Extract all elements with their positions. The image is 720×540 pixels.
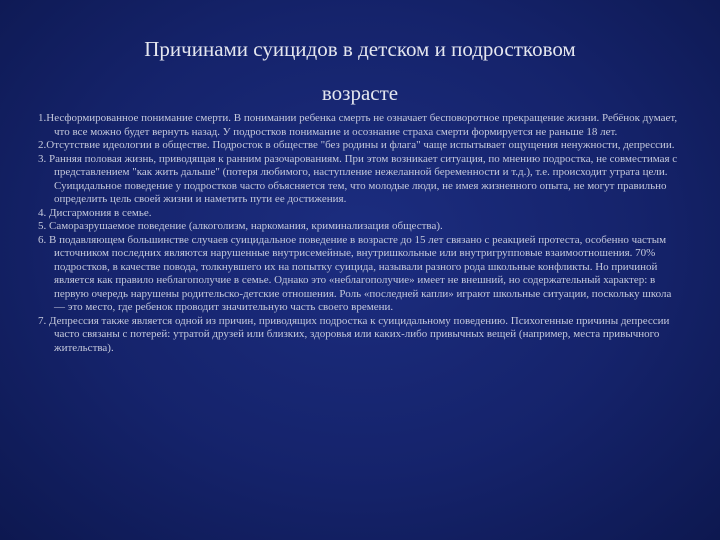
list-item: 3. Ранняя половая жизнь, приводящая к ранним разочарованиям. При этом возникает ситуация, по мнению подростка, не совместимая с представлением "как жить дальше" (потеря любимого, наступление нежеланной беременности и т.д.), т.е. происходит утрата цели. Суицидальное поведение у подростков часто объясняется тем, что молодые люди, не имея жизненного опыта, не могут правильно определить цель своей жизни и наметить пути ее достижения. [38,152,678,205]
list-item: 1.Несформированное понимание смерти. В понимании ребенка смерть не означает бесповоротное прекращение жизни. Ребёнок думает, что все можно будет вернуть назад. У подростков понимание и осознание страха смерти формируется не раньше 18 лет. [38,112,678,138]
slide-body [38,112,684,355]
list-item: 2.Отсутствие идеологии в обществе. Подросток в обществе "без родины и флага" чаще испытывает ощущения ненужности, депрессии. [38,139,675,151]
slide-title-line-2: возрасте [321,81,399,105]
list-item: 5. Саморазрушаемое поведение (алкоголизм, наркомания, криминализация общества). [38,220,443,232]
slide-title [40,30,680,112]
list-item: 6. В подавляющем большинстве случаев суицидальное поведение в возрасте до 15 лет связано с реакцией протеста, особенно частым источником последних являются нарушенные внутрисемейные, внутришкольные или внутригрупповые взаимоотношения. 70% подростков, в качестве повода, толкнувшего их на попытку суицида, называли разного рода школьные конфликты. Но причиной является как правило неблагополучие в семье. Однако это «неблагополучие» имеет не внешний, но содержательный характер: в первую очередь нарушены родительско-детские отношения. Роль «последней капли» играют школьные ситуации, поскольку школа — это место, где ребенок проводит значительную часть своего времени. [38,233,672,313]
list-item: 7. Депрессия также является одной из причин, приводящих подростка к суицидальному поведению. Психогенные причины депрессии часто связаны с потерей: утратой друзей или близких, здоровья или каких-либо привычных вещей (например, места привычного жительства). [38,314,670,354]
list-item: 4. Дисгармония в семье. [38,206,152,219]
slide-title-line-1: Причинами суицидов в детском и подростковом [144,37,576,61]
